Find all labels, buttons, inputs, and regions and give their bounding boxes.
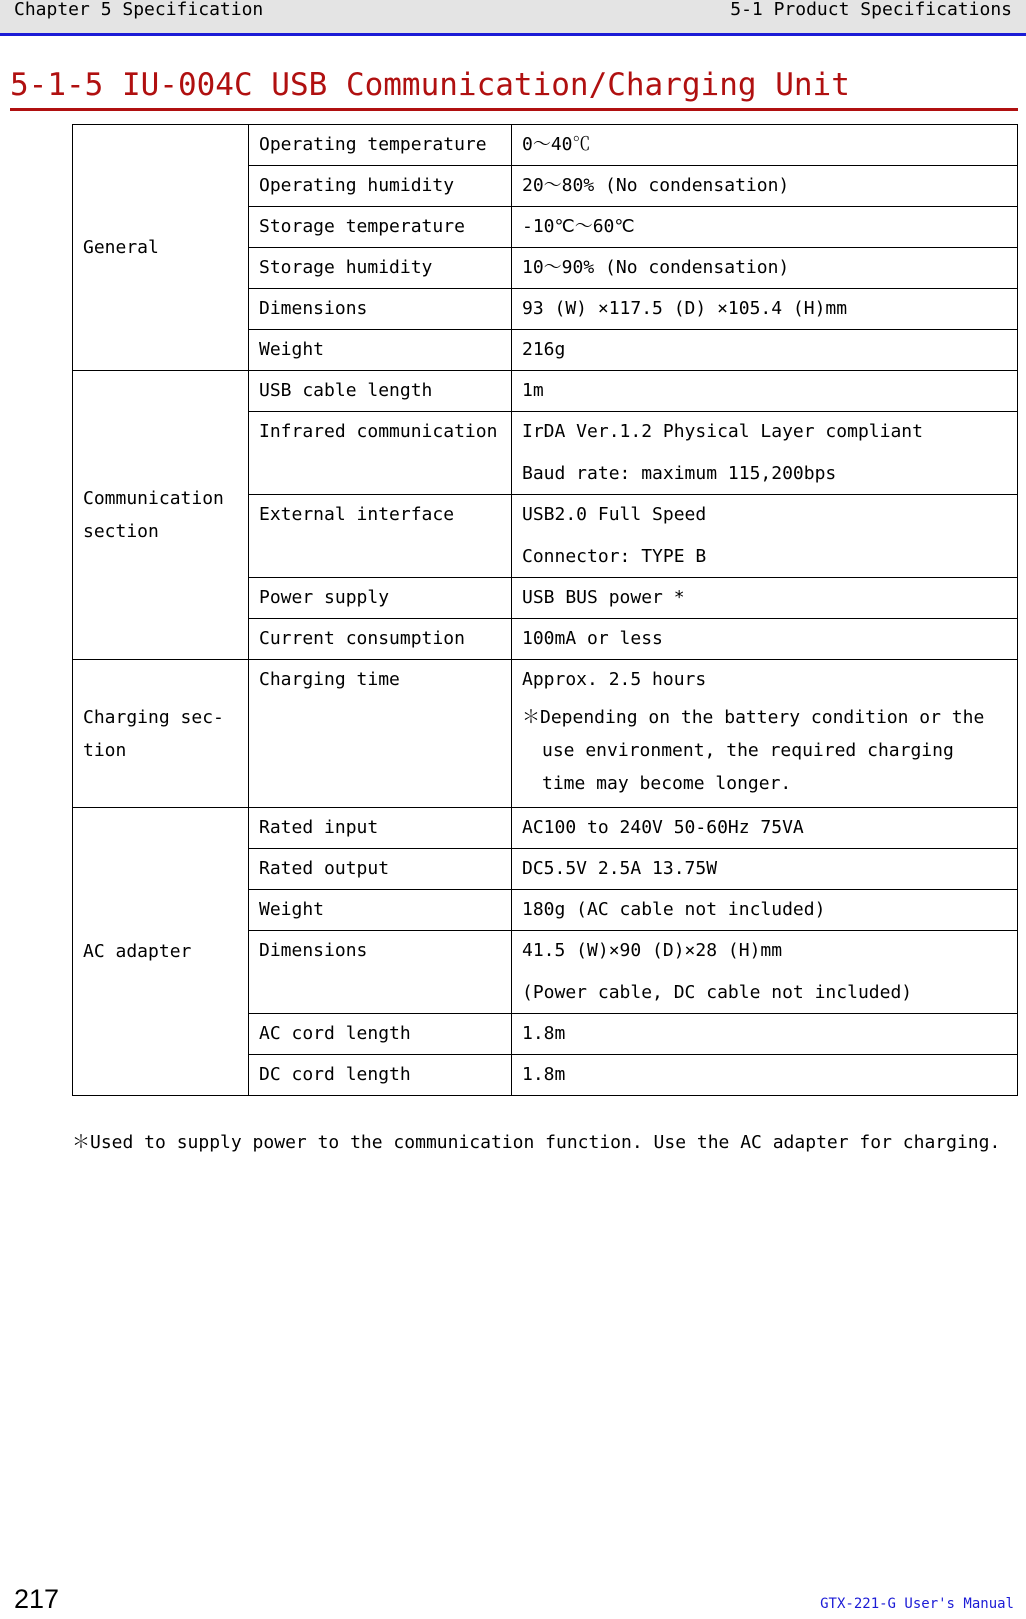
item-value: -10℃～60℃ xyxy=(512,207,1018,248)
item-label: Power supply xyxy=(249,578,512,619)
item-label: Weight xyxy=(249,890,512,931)
item-label: Rated output xyxy=(249,849,512,890)
item-label: Charging time xyxy=(249,660,512,808)
item-label: Dimensions xyxy=(249,289,512,330)
item-value: 1.8m xyxy=(512,1055,1018,1096)
item-value xyxy=(512,412,1018,495)
section-reference: 5-1 Product Specifications xyxy=(730,0,1012,20)
item-value: 1m xyxy=(512,371,1018,412)
item-label: Dimensions xyxy=(249,931,512,1014)
item-value: 93 (W) ×117.5 (D) ×105.4 (H)mm xyxy=(512,289,1018,330)
value-line: 41.5 (W)×90 (D)×28 (H)mm xyxy=(522,940,783,961)
group-ac-adapter: AC adapter xyxy=(73,808,249,1096)
item-label: Operating humidity xyxy=(249,166,512,207)
page-number: 217 xyxy=(14,1584,60,1614)
item-label: Operating temperature xyxy=(249,125,512,166)
item-label: Rated input xyxy=(249,808,512,849)
item-value: 100mA or less xyxy=(512,619,1018,660)
item-label: DC cord length xyxy=(249,1055,512,1096)
table-row xyxy=(73,371,1018,412)
item-value xyxy=(512,931,1018,1014)
item-value: DC5.5V 2.5A 13.75W xyxy=(512,849,1018,890)
chapter-title: Chapter 5 Specification xyxy=(14,0,264,20)
item-value: 0～40℃ xyxy=(512,125,1018,166)
item-label: Storage humidity xyxy=(249,248,512,289)
item-label: External interface xyxy=(249,495,512,578)
value-line: IrDA Ver.1.2 Physical Layer compliant xyxy=(522,421,923,442)
table-row xyxy=(73,808,1018,849)
item-label: USB cable length xyxy=(249,371,512,412)
value-line: Baud rate: maximum 115,200bps xyxy=(522,463,837,484)
item-value: 216g xyxy=(512,330,1018,371)
specification-table xyxy=(72,124,1018,1096)
item-value: USB BUS power * xyxy=(512,578,1018,619)
item-label: Weight xyxy=(249,330,512,371)
value-line: (Power cable, DC cable not included) xyxy=(522,982,913,1003)
item-value: 1.8m xyxy=(512,1014,1018,1055)
item-value: 20～80% (No condensation) xyxy=(512,166,1018,207)
value-line: USB2.0 Full Speed xyxy=(522,504,707,525)
item-label: Current consumption xyxy=(249,619,512,660)
item-label: AC cord length xyxy=(249,1014,512,1055)
manual-name: GTX-221-G User's Manual xyxy=(820,1596,1014,1612)
value-line: Approx. 2.5 hours xyxy=(522,669,707,690)
table-row xyxy=(73,125,1018,166)
group-charging: Charging sec-tion xyxy=(73,660,249,808)
page-header xyxy=(0,0,1026,36)
item-value xyxy=(512,660,1018,808)
item-value: AC100 to 240V 50-60Hz 75VA xyxy=(512,808,1018,849)
item-value: 180g (AC cable not included) xyxy=(512,890,1018,931)
group-general: General xyxy=(73,125,249,371)
item-value: 10～90% (No condensation) xyxy=(512,248,1018,289)
item-value xyxy=(512,495,1018,578)
group-communication: Communication section xyxy=(73,371,249,660)
table-row xyxy=(73,660,1018,808)
item-label: Infrared communication xyxy=(249,412,512,495)
value-line: Connector: TYPE B xyxy=(522,546,707,567)
section-title: 5-1-5 IU-004C USB Communication/Charging Unit xyxy=(10,64,1018,111)
item-label: Storage temperature xyxy=(249,207,512,248)
footnote: ＊Used to supply power to the communication function. Use the AC adapter for charging. xyxy=(72,1132,1001,1153)
charging-note: ＊Depending on the battery condition or the use environment, the required charging time may become longer. xyxy=(522,707,985,794)
